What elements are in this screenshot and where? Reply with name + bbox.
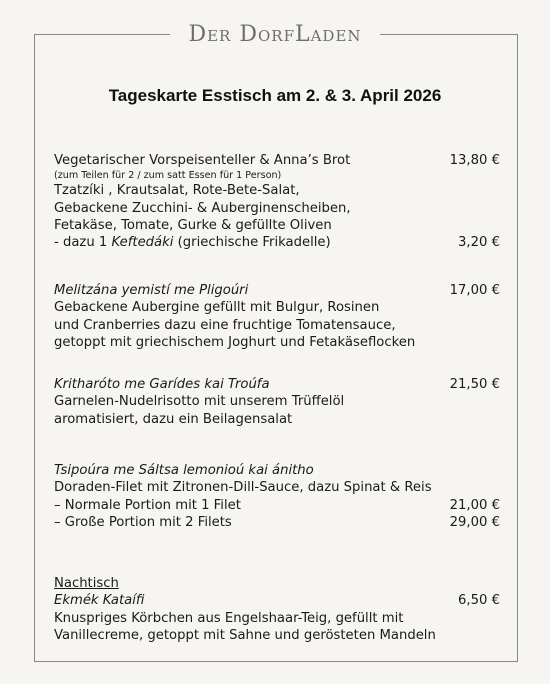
dish-tsipoura bbox=[54, 462, 500, 531]
dish-desc-line: Doraden-Filet mit Zitronen-Dill-Sauce, dazu Spinat & Reis bbox=[54, 480, 432, 496]
dessert-desc-line: Vanillecreme, getoppt mit Sahne und gerösteten Mandeln bbox=[54, 627, 436, 643]
dish-desc-line: Tzatzíki , Krautsalat, Rote-Bete-Salat, bbox=[54, 183, 300, 199]
dish-price: 17,00 € bbox=[449, 283, 500, 298]
brand-logo: Der DorfLaden bbox=[170, 18, 380, 52]
dessert-desc-line: Knuspriges Körbchen aus Engelshaar-Teig, gefüllt mit bbox=[54, 610, 404, 626]
portion-option bbox=[54, 497, 500, 514]
dessert-price: 6,50 € bbox=[458, 593, 500, 609]
dish-extra bbox=[54, 234, 500, 251]
dish-price: 13,80 € bbox=[449, 153, 500, 168]
portion-price: 29,00 € bbox=[449, 514, 500, 530]
extra-name: Keftedáki bbox=[111, 235, 174, 251]
portion-label: – Normale Portion mit 1 Filet bbox=[54, 497, 241, 513]
dish-desc-line: Fetakäse, Tomate, Gurke & gefüllte Oliven bbox=[54, 217, 332, 233]
extra-prefix: - dazu 1 bbox=[54, 235, 112, 251]
portion-option bbox=[54, 514, 500, 531]
dish-desc-line: aromatisiert, dazu ein Beilagensalat bbox=[54, 411, 293, 427]
dish-kritharoto bbox=[54, 376, 500, 428]
dish-vorspeisenteller bbox=[54, 152, 500, 251]
dish-desc-line: getoppt mit griechischem Joghurt und Fetakäseflocken bbox=[54, 334, 416, 350]
dish-price: 21,50 € bbox=[449, 377, 500, 392]
dish-desc-line: und Cranberries dazu eine fruchtige Tomatensauce, bbox=[54, 317, 396, 333]
page-title: Tageskarte Esstisch am 2. & 3. April 2026 bbox=[108, 86, 442, 105]
portion-label: – Große Portion mit 2 Filets bbox=[54, 514, 232, 530]
dish-desc-line: Garnelen-Nudelrisotto mit unserem Trüffelöl bbox=[54, 394, 345, 410]
dish-name: Vegetarischer Vorspeisenteller & Anna’s Brot bbox=[54, 153, 351, 168]
dish-name: Kritharóto me Garídes kai Troúfa bbox=[54, 377, 270, 392]
dish-note: (zum Teilen für 2 / zum satt Essen für 1 Person) bbox=[54, 170, 282, 182]
dish-desc-line: Gebackene Aubergine gefüllt mit Bulgur, Rosinen bbox=[54, 300, 380, 316]
portion-price: 21,00 € bbox=[449, 497, 500, 513]
dish-name: Melitzána yemistí me Pligoúri bbox=[54, 283, 249, 298]
extra-price: 3,20 € bbox=[458, 235, 500, 251]
dessert-heading: Nachtisch bbox=[54, 576, 119, 591]
extra-suffix: (griechische Frikadelle) bbox=[173, 235, 331, 251]
dish-desc-line: Gebackene Zucchini- & Auberginenscheiben, bbox=[54, 200, 351, 216]
dish-melitzana bbox=[54, 282, 500, 351]
dessert-name: Ekmék Kataífi bbox=[54, 593, 145, 609]
dish-name: Tsipoúra me Sáltsa lemonioú kai ánitho bbox=[54, 463, 314, 478]
dessert-section bbox=[54, 575, 500, 644]
